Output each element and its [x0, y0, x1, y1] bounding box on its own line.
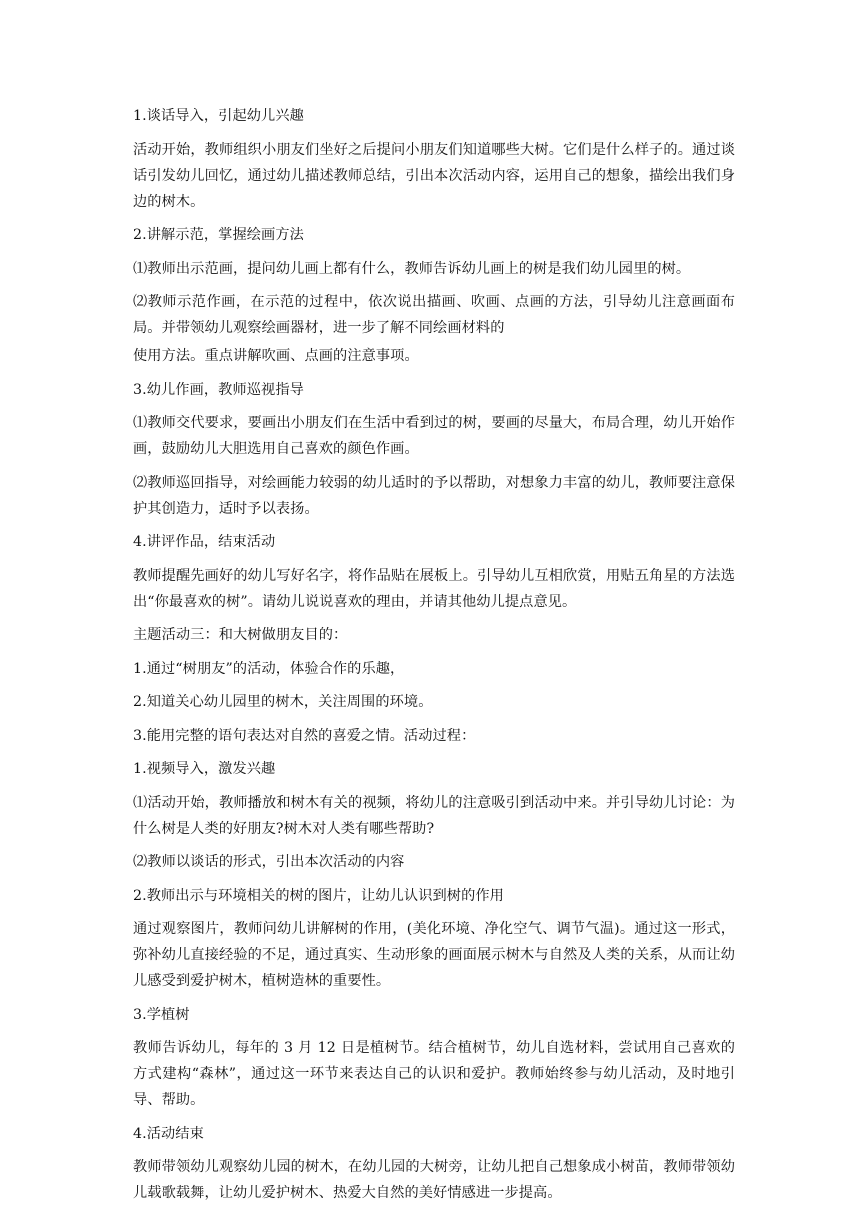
paragraph-closing: 教师带领幼儿观察幼儿园的树木，在幼儿园的大树旁，让幼儿把自己想象成小树苗，教师带领幼儿载歌载舞，让幼儿爱护树木、热爱大自然的美好情感进一步提高。 [133, 1159, 735, 1201]
heading-1-conversation-intro: 1.谈话导入，引起幼儿兴趣 [133, 108, 304, 124]
heading-video-intro: 1.视频导入，激发兴趣 [133, 761, 276, 777]
heading-4-review: 4.讲评作品，结束活动 [133, 534, 276, 550]
heading-tree-pictures: 2.教师出示与环境相关的树的图片，让幼儿认识到树的作用 [133, 887, 504, 904]
paragraph-usage-method: 使用方法。重点讲解吹画、点画的注意事项。 [133, 348, 419, 364]
goal-item-2: 2.知道关心幼儿园里的树木，关注周围的环境。 [133, 694, 433, 710]
heading-2-demonstration: 2.讲解示范，掌握绘画方法 [133, 227, 304, 243]
heading-activity-end: 4.活动结束 [133, 1125, 204, 1142]
paragraph-video-play: ⑴活动开始，教师播放和树木有关的视频，将幼儿的注意吸引到活动中来。并引导幼儿讨论：为什么树是人类的好朋友?树木对人类有哪些帮助? [133, 794, 735, 837]
paragraph-requirements: ⑴教师交代要求，要画出小朋友们在生活中看到过的树，要画的尽量大，布局合理，幼儿开始作画，鼓励幼儿大胆选用自己喜欢的颜色作画。 [133, 415, 735, 457]
goal-item-3: 3.能用完整的语句表达对自然的喜爱之情。活动过程： [133, 727, 476, 744]
heading-3-child-drawing: 3.幼儿作画，教师巡视指导 [133, 381, 304, 398]
paragraph-activity-start: 活动开始，教师组织小朋友们坐好之后提问小朋友们知道哪些大树。它们是什么样子的。通过谈话引发幼儿回忆，通过幼儿描述教师总结，引出本次活动内容，运用自己的想象，描绘出我们身边的树木。 [133, 141, 735, 210]
document-body [133, 103, 735, 1214]
goal-item-1: 1.通过“树朋友”的活动，体验合作的乐趣， [133, 660, 405, 677]
heading-theme-activity-three: 主题活动三：和大树做朋友目的： [133, 627, 348, 643]
paragraph-observe-pictures: 通过观察图片，教师问幼儿讲解树的作用，(美化环境、净化空气、调节气温)。通过这一形式，弥补幼儿直接经验的不足，通过真实、生动形象的画面展示树木与自然及人类的关系，从而让幼儿感受到爱护树木，植树造林的重要性。 [133, 921, 735, 989]
paragraph-review-works: 教师提醒先画好的幼儿写好名字，将作品贴在展板上。引导幼儿互相欣赏，用贴五角星的方法选出“你最喜欢的树”。请幼儿说说喜欢的理由，并请其他幼儿提点意见。 [133, 567, 735, 610]
paragraph-conversation-form: ⑵教师以谈话的形式，引出本次活动的内容 [133, 854, 405, 870]
heading-planting: 3.学植树 [133, 1006, 190, 1023]
paragraph-teacher-demo: ⑵教师示范作画，在示范的过程中，依次说出描画、吹画、点画的方法，引导幼儿注意画面布局。并带领幼儿观察绘画器材，进一步了解不同绘画材料的 [133, 294, 735, 336]
paragraph-guidance: ⑵教师巡回指导，对绘画能力较弱的幼儿适时的予以帮助，对想象力丰富的幼儿，教师要注意保护其创造力，适时予以表扬。 [133, 474, 735, 517]
paragraph-show-sample: ⑴教师出示范画，提问幼儿画上都有什么，教师告诉幼儿画上的树是我们幼儿园里的树。 [133, 260, 691, 277]
paragraph-arbor-day: 教师告诉幼儿，每年的 3 月 12 日是植树节。结合植树节，幼儿自选材料，尝试用自己喜欢的方式建构“森林”，通过这一环节来表达自己的认识和爱护。教师始终参与幼儿活动，及时地引导、帮助。 [133, 1040, 735, 1108]
